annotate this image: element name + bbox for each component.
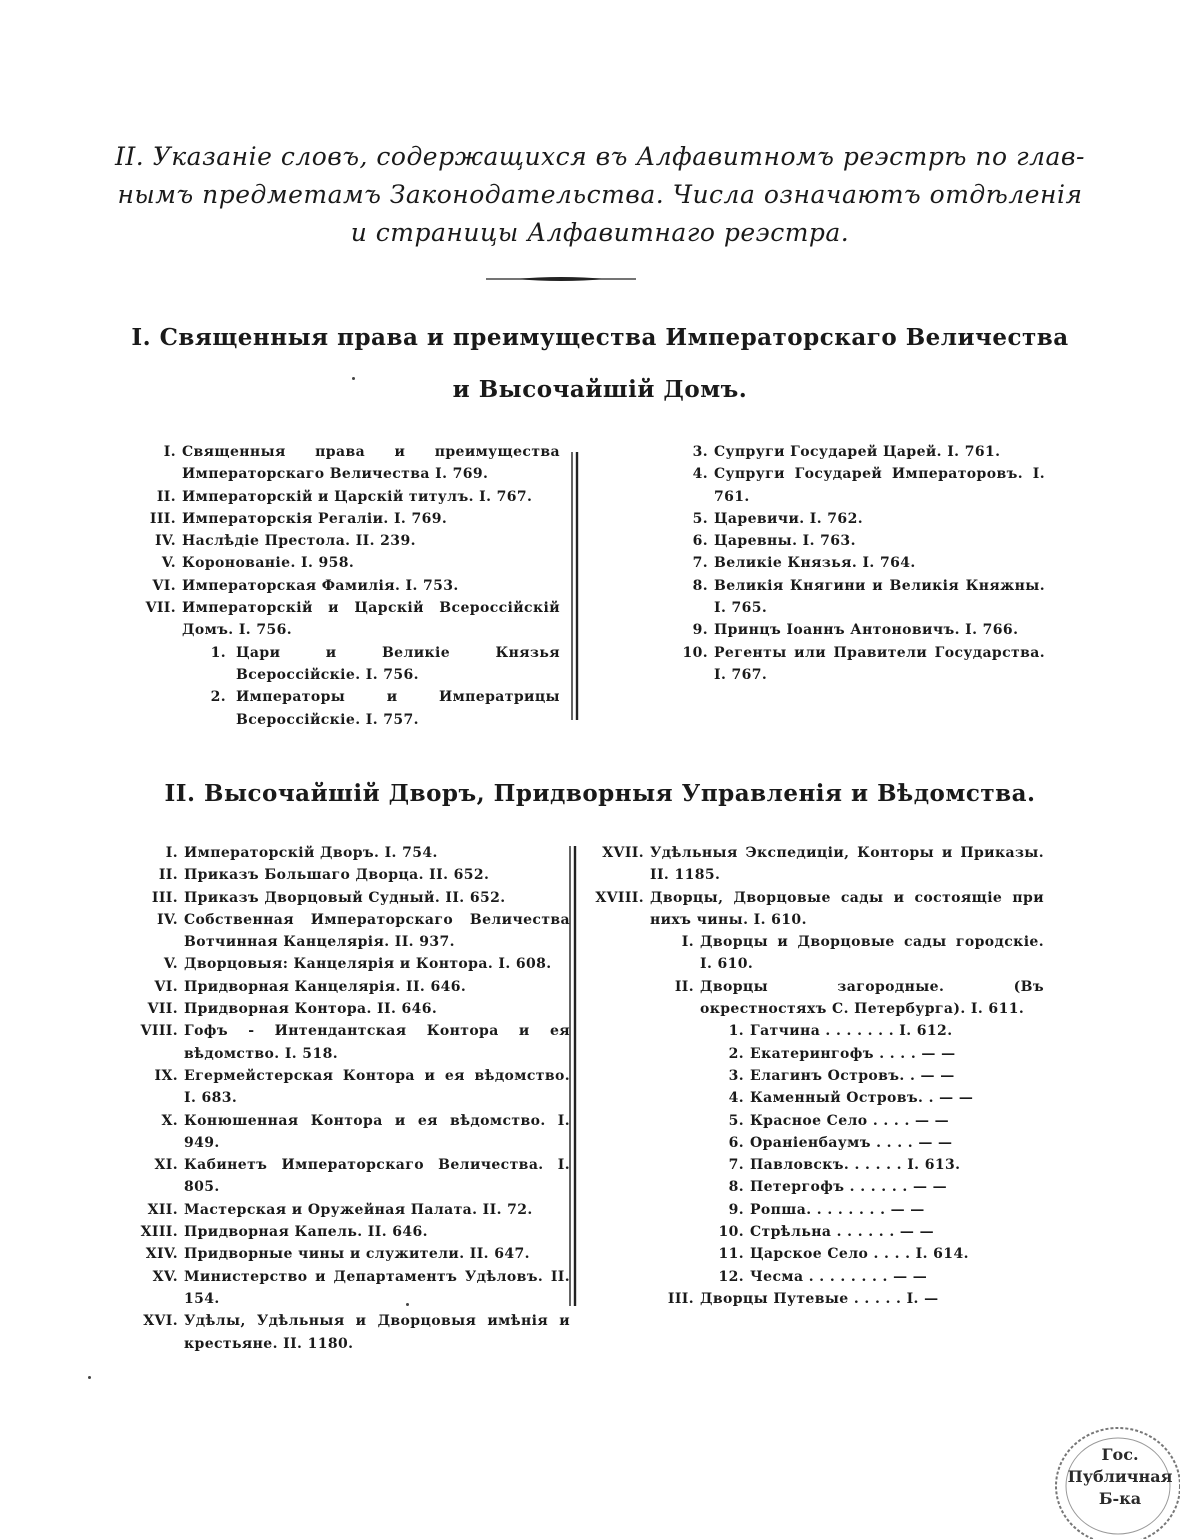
- entry-number: 4.: [728, 1090, 744, 1107]
- entry-number: VII.: [147, 1001, 178, 1018]
- entry-number: V.: [161, 555, 176, 572]
- entry-number: 7.: [692, 555, 708, 572]
- entry-text: Императорскій и Царскій Всероссійскій Домъ. I. 756.: [182, 600, 560, 639]
- entry-number: 3.: [692, 444, 708, 460]
- index-entry: [670, 575, 1045, 620]
- entry-text: Императорскій Дворъ. I. 754.: [184, 845, 438, 861]
- entry-number: I.: [163, 444, 176, 460]
- entry-text: Дворцы загородные. (Въ окрестностяхъ С. Петербурга). I. 611.: [700, 978, 1044, 1018]
- index-entry: [130, 1065, 570, 1110]
- entry-number: 10.: [718, 1224, 744, 1241]
- index-entry: [130, 909, 570, 954]
- heading-line: II. Указаніе словъ, содержащихся въ Алфавитномъ реэстрѣ по глав-: [115, 142, 1085, 171]
- entry-number: 6.: [692, 533, 708, 550]
- index-entry: [130, 1243, 570, 1265]
- section-1-title-line: I. Священныя права и преимущества Императорскаго Величества: [131, 324, 1069, 351]
- index-entry: [140, 552, 560, 574]
- entry-number: IX.: [154, 1067, 178, 1084]
- entry-number: III.: [151, 889, 178, 906]
- index-heading: [100, 138, 1100, 252]
- entry-number: X.: [161, 1112, 178, 1129]
- entry-text: Ропша. . . . . . . . — —: [750, 1201, 925, 1218]
- entry-text: Супруги Государей Царей. I. 761.: [714, 444, 1001, 460]
- entry-text: Придворная Контора. II. 646.: [184, 1001, 438, 1018]
- index-entry: [130, 1221, 570, 1243]
- entry-text: Великіе Князья. I. 764.: [714, 555, 916, 572]
- entry-number: 9.: [692, 622, 708, 639]
- entry-number: XV.: [152, 1268, 178, 1285]
- index-entry: [140, 530, 560, 552]
- section-2-left-column: [130, 842, 570, 1355]
- index-entry: [584, 842, 1044, 887]
- entry-text: Царевны. I. 763.: [714, 533, 856, 550]
- entry-number: 2.: [210, 689, 226, 706]
- entry-number: VI.: [152, 577, 176, 594]
- entry-number: IV.: [154, 533, 176, 550]
- entry-text: Каменный Островъ. . — —: [750, 1090, 974, 1107]
- index-entry: [584, 1087, 1044, 1109]
- index-entry: [670, 463, 1045, 508]
- entry-number: XI.: [154, 1157, 178, 1174]
- index-entry: [584, 1266, 1044, 1288]
- index-entry: [584, 976, 1044, 1021]
- entry-text: Цари и Великіе Князья Всероссійскіе. I. 756.: [236, 644, 560, 683]
- index-entry: [130, 1266, 570, 1311]
- index-entry: [130, 998, 570, 1020]
- heading-line: нымъ предметамъ Законодательства. Числа означаютъ отдѣленія: [117, 180, 1083, 209]
- entry-text: Приказъ Большаго Дворца. II. 652.: [184, 867, 490, 884]
- entry-text: Егермейстерская Контора и ея вѣдомство. I. 683.: [184, 1067, 570, 1107]
- entry-text: Наслѣдіе Престола. II. 239.: [182, 533, 416, 550]
- index-entry: [130, 1310, 570, 1355]
- entry-number: XVI.: [143, 1313, 178, 1330]
- entry-number: XIV.: [145, 1246, 178, 1263]
- index-entry: [140, 441, 560, 486]
- entry-text: Приказъ Дворцовый Судный. II. 652.: [184, 889, 506, 906]
- entry-number: XIII.: [140, 1224, 178, 1241]
- index-entry: [584, 1154, 1044, 1176]
- index-entry: [140, 486, 560, 508]
- entry-number: 12.: [718, 1268, 744, 1285]
- index-entry: [584, 1288, 1044, 1310]
- entry-number: 5.: [692, 510, 708, 527]
- entry-text: Царевичи. I. 762.: [714, 510, 863, 527]
- entry-number: 1.: [728, 1023, 744, 1040]
- column-divider: [566, 846, 580, 1306]
- entry-text: Павловскъ. . . . . . I. 613.: [750, 1157, 961, 1174]
- entry-number: III.: [149, 510, 176, 527]
- index-entry: [140, 597, 560, 642]
- index-entry: [584, 1176, 1044, 1198]
- entry-text: Придворные чины и служители. II. 647.: [184, 1246, 530, 1263]
- entry-text: Екатерингофъ . . . . — —: [750, 1045, 956, 1062]
- column-divider: [568, 452, 582, 720]
- entry-text: Дворцы и Дворцовые сады городскіе. I. 610.: [700, 934, 1044, 973]
- entry-number: VI.: [154, 978, 178, 995]
- entry-number: II.: [156, 488, 176, 505]
- index-entry: [670, 552, 1045, 574]
- entry-number: IV.: [156, 911, 178, 928]
- entry-text: Ораніенбаумъ . . . . — —: [750, 1134, 953, 1151]
- stamp-text: Б-ка: [1098, 1489, 1142, 1508]
- entry-text: Царское Село . . . . I. 614.: [750, 1246, 969, 1263]
- index-entry: [130, 976, 570, 998]
- entry-number: II.: [674, 978, 694, 995]
- index-entry: [140, 508, 560, 530]
- index-entry: [670, 619, 1045, 641]
- entry-number: 10.: [682, 644, 708, 661]
- paper-speck: [406, 1303, 409, 1306]
- section-1-title: [100, 312, 1100, 416]
- index-entry: [584, 1243, 1044, 1265]
- entry-text: Собственная Императорскаго Величества Вотчинная Канцелярія. II. 937.: [184, 911, 570, 951]
- entry-text: Елагинъ Островъ. . — —: [750, 1067, 955, 1084]
- entry-text: Чесма . . . . . . . . — —: [750, 1268, 928, 1285]
- entry-number: I.: [681, 934, 694, 951]
- index-entry: [140, 575, 560, 597]
- index-entry: [130, 1110, 570, 1155]
- entry-number: 9.: [728, 1201, 744, 1218]
- index-entry: [140, 686, 560, 731]
- entry-number: XVII.: [602, 845, 644, 861]
- entry-number: 7.: [728, 1157, 744, 1174]
- entry-text: Императорская Фамилія. I. 753.: [182, 577, 459, 594]
- entry-text: Дворцовыя: Канцелярія и Контора. I. 608.: [184, 956, 552, 973]
- entry-text: Дворцы, Дворцовые сады и состоящіе при нихъ чины. I. 610.: [650, 889, 1044, 928]
- section-1-title-line: и Высочайшій Домъ.: [452, 376, 748, 403]
- section-2-title: II. Высочайшій Дворъ, Придворныя Управленія и Вѣдомства.: [164, 780, 1036, 807]
- index-entry: [670, 642, 1045, 687]
- index-entry: [130, 864, 570, 886]
- index-entry: [130, 842, 570, 864]
- index-entry: [670, 530, 1045, 552]
- index-entry: [670, 441, 1045, 463]
- entry-text: Стрѣльна . . . . . . — —: [750, 1224, 934, 1241]
- entry-text: Мастерская и Оружейная Палата. II. 72.: [184, 1201, 533, 1218]
- entry-text: Гатчина . . . . . . . I. 612.: [750, 1023, 953, 1040]
- entry-number: 6.: [728, 1134, 744, 1151]
- entry-number: 3.: [728, 1067, 744, 1084]
- stamp-text: Публичная: [1067, 1467, 1173, 1486]
- entry-text: Придворная Капель. II. 646.: [184, 1224, 428, 1241]
- entry-text: Императоры и Императрицы Всероссійскіе. I. 757.: [236, 689, 560, 728]
- entry-text: Дворцы Путевые . . . . . I. —: [700, 1290, 939, 1307]
- entry-text: Конюшенная Контора и ея вѣдомство. I. 949.: [184, 1112, 570, 1151]
- entry-text: Придворная Канцелярія. II. 646.: [184, 978, 467, 995]
- entry-number: 1.: [210, 644, 226, 661]
- section-2-right-column: [584, 842, 1044, 1310]
- entry-number: VII.: [145, 600, 176, 617]
- entry-text: Императорскій и Царскій титулъ. I. 767.: [182, 488, 533, 505]
- section-1-left-column: [140, 441, 560, 731]
- heading-line: и страницы Алфавитнаго реэстра.: [350, 218, 850, 247]
- entry-text: Удѣльныя Экспедиціи, Конторы и Приказы. II. 1185.: [650, 845, 1044, 884]
- index-entry: [140, 642, 560, 687]
- paper-speck: [88, 1376, 91, 1379]
- section-1-right-column: [670, 441, 1045, 686]
- entry-text: Кабинетъ Императорскаго Величества. I. 805.: [184, 1157, 570, 1196]
- entry-text: Красное Село . . . . — —: [750, 1112, 950, 1129]
- ornament-rule: [486, 276, 636, 282]
- index-entry: [584, 887, 1044, 932]
- index-entry: [584, 1065, 1044, 1087]
- entry-text: Священныя права и преимущества Императорскаго Величества I. 769.: [182, 444, 560, 483]
- entry-number: 5.: [728, 1112, 744, 1129]
- entry-number: XVIII.: [595, 889, 644, 906]
- entry-text: Гофъ - Интендантская Контора и ея вѣдомство. I. 518.: [184, 1023, 570, 1062]
- entry-text: Удѣлы, Удѣльныя и Дворцовыя имѣнія и крестьяне. II. 1180.: [184, 1313, 570, 1352]
- index-entry: [670, 508, 1045, 530]
- index-entry: [584, 931, 1044, 976]
- entry-text: Регенты или Правители Государства. I. 767.: [714, 644, 1045, 683]
- paper-speck: [352, 377, 355, 380]
- index-entry: [584, 1020, 1044, 1042]
- entry-number: II.: [158, 867, 178, 884]
- entry-number: III.: [667, 1290, 694, 1307]
- index-entry: [130, 953, 570, 975]
- entry-number: 8.: [692, 577, 708, 594]
- index-entry: [584, 1199, 1044, 1221]
- index-entry: [584, 1132, 1044, 1154]
- entry-number: I.: [165, 845, 178, 861]
- index-entry: [130, 1154, 570, 1199]
- entry-number: XII.: [147, 1201, 178, 1218]
- index-entry: [584, 1110, 1044, 1132]
- index-entry: [584, 1221, 1044, 1243]
- library-stamp: [1040, 1408, 1180, 1539]
- entry-text: Великія Княгини и Великія Княжны. I. 765.: [714, 577, 1045, 617]
- entry-text: Министерство и Департаментъ Удѣловъ. II. 154.: [184, 1268, 570, 1307]
- index-entry: [130, 887, 570, 909]
- entry-number: 2.: [728, 1045, 744, 1062]
- entry-number: V.: [163, 956, 178, 973]
- entry-number: VIII.: [140, 1023, 178, 1040]
- entry-text: Супруги Государей Императоровъ. I. 761.: [714, 466, 1045, 505]
- index-entry: [130, 1199, 570, 1221]
- entry-text: Коронованіе. I. 958.: [182, 555, 355, 572]
- index-entry: [130, 1020, 570, 1065]
- entry-text: Императорскія Регаліи. I. 769.: [182, 510, 448, 527]
- index-entry: [584, 1043, 1044, 1065]
- entry-text: Петергофъ . . . . . . — —: [750, 1179, 948, 1196]
- entry-text: Принцъ Іоаннъ Антоновичъ. I. 766.: [714, 622, 1019, 639]
- entry-number: 11.: [718, 1246, 744, 1263]
- entry-number: 4.: [692, 466, 708, 483]
- entry-number: 8.: [728, 1179, 744, 1196]
- stamp-text: Гос.: [1101, 1445, 1139, 1464]
